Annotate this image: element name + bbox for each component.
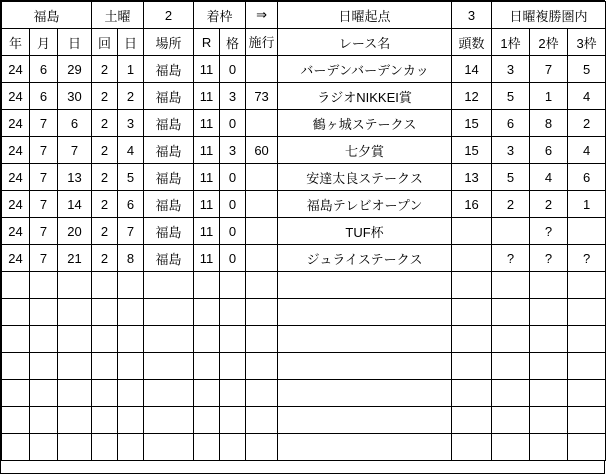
empty-cell[interactable] — [2, 434, 30, 461]
title-weekday: 土曜 — [92, 2, 144, 29]
table-row — [2, 56, 606, 83]
empty-cell[interactable] — [568, 353, 606, 380]
cell-day[interactable]: 7 — [58, 137, 92, 164]
cell-place[interactable]: 福島 — [144, 164, 194, 191]
cell-month[interactable]: 7 — [30, 137, 58, 164]
header-shikou-label: 施行 — [248, 34, 275, 50]
cell-day[interactable]: 6 — [58, 110, 92, 137]
title-arrival-frame: 着枠 — [194, 2, 246, 29]
cell-race-name[interactable]: 安達太良ステークス — [278, 164, 452, 191]
title-day-no: 2 — [144, 2, 194, 29]
cell-heads[interactable]: 13 — [452, 164, 492, 191]
empty-cell[interactable] — [492, 326, 530, 353]
empty-cell[interactable] — [30, 326, 58, 353]
empty-cell[interactable] — [30, 434, 58, 461]
header-round: 回 — [92, 29, 118, 56]
cell-month[interactable]: 7 — [30, 110, 58, 137]
cell-dayn[interactable]: 8 — [118, 245, 144, 272]
cell-shikou[interactable] — [246, 245, 278, 272]
empty-cell[interactable] — [452, 380, 492, 407]
cell-race-name[interactable]: 七夕賞 — [278, 137, 452, 164]
cell-shikou[interactable] — [246, 164, 278, 191]
race-table — [1, 1, 606, 461]
title-right: 日曜複勝圏内 — [492, 2, 606, 29]
empty-cell[interactable] — [58, 272, 92, 299]
empty-cell[interactable] — [118, 353, 144, 380]
cell-waku2[interactable]: 8 — [530, 110, 568, 137]
cell-heads[interactable] — [452, 245, 492, 272]
cell-month[interactable]: 7 — [30, 191, 58, 218]
cell-waku2[interactable]: 1 — [530, 83, 568, 110]
cell-shikou[interactable] — [246, 56, 278, 83]
cell-heads[interactable]: 14 — [452, 56, 492, 83]
empty-row — [2, 434, 606, 461]
empty-cell[interactable] — [58, 407, 92, 434]
empty-cell[interactable] — [92, 380, 118, 407]
empty-row — [2, 272, 606, 299]
empty-cell[interactable] — [118, 407, 144, 434]
cell-waku2[interactable]: 6 — [530, 137, 568, 164]
empty-cell[interactable] — [568, 299, 606, 326]
empty-cell[interactable] — [492, 353, 530, 380]
cell-round[interactable]: 2 — [92, 245, 118, 272]
cell-kaku[interactable]: 0 — [220, 110, 246, 137]
cell-heads[interactable]: 15 — [452, 110, 492, 137]
cell-race-name[interactable]: ラジオNIKKEI賞 — [278, 83, 452, 110]
empty-cell[interactable] — [452, 407, 492, 434]
cell-race-name[interactable]: 福島テレビオープン — [278, 191, 452, 218]
header-kaku: 格 — [220, 29, 246, 56]
cell-shikou[interactable] — [246, 110, 278, 137]
cell-race-name[interactable]: バーデンバーデンカッ — [278, 56, 452, 83]
empty-cell[interactable] — [118, 272, 144, 299]
cell-waku1[interactable]: 3 — [492, 56, 530, 83]
cell-waku1[interactable]: 5 — [492, 83, 530, 110]
empty-cell[interactable] — [2, 299, 30, 326]
cell-shikou[interactable] — [246, 218, 278, 245]
empty-row — [2, 353, 606, 380]
empty-cell[interactable] — [144, 434, 194, 461]
cell-r[interactable]: 11 — [194, 56, 220, 83]
empty-cell[interactable] — [2, 380, 30, 407]
cell-month[interactable]: 6 — [30, 56, 58, 83]
empty-cell[interactable] — [246, 353, 278, 380]
cell-place[interactable]: 福島 — [144, 245, 194, 272]
cell-shikou[interactable]: 73 — [246, 83, 278, 110]
cell-dayn[interactable]: 1 — [118, 56, 144, 83]
empty-cell[interactable] — [568, 326, 606, 353]
table-row — [2, 218, 606, 245]
cell-year[interactable]: 24 — [2, 164, 30, 191]
empty-cell[interactable] — [194, 380, 220, 407]
empty-cell[interactable] — [92, 407, 118, 434]
cell-day[interactable]: 30 — [58, 83, 92, 110]
empty-cell[interactable] — [144, 272, 194, 299]
empty-cell[interactable] — [452, 434, 492, 461]
cell-r[interactable]: 11 — [194, 110, 220, 137]
empty-cell[interactable] — [220, 272, 246, 299]
empty-cell[interactable] — [220, 407, 246, 434]
cell-round[interactable]: 2 — [92, 56, 118, 83]
empty-row — [2, 380, 606, 407]
empty-row — [2, 407, 606, 434]
cell-heads[interactable]: 12 — [452, 83, 492, 110]
empty-cell[interactable] — [2, 326, 30, 353]
cell-month[interactable]: 7 — [30, 164, 58, 191]
empty-cell[interactable] — [118, 326, 144, 353]
empty-cell[interactable] — [144, 353, 194, 380]
cell-r[interactable]: 11 — [194, 218, 220, 245]
empty-cell[interactable] — [278, 326, 452, 353]
empty-cell[interactable] — [194, 326, 220, 353]
empty-cell[interactable] — [30, 353, 58, 380]
header-day: 日 — [58, 29, 92, 56]
empty-cell[interactable] — [58, 434, 92, 461]
header-shikou — [246, 29, 278, 56]
empty-cell[interactable] — [58, 326, 92, 353]
cell-year[interactable]: 24 — [2, 110, 30, 137]
empty-cell[interactable] — [246, 380, 278, 407]
cell-r[interactable]: 11 — [194, 191, 220, 218]
title-origin-no: 3 — [452, 2, 492, 29]
cell-waku2[interactable]: 7 — [530, 56, 568, 83]
title-arrow: ⇒ — [246, 2, 278, 29]
header-waku1: 1枠 — [492, 29, 530, 56]
cell-waku1[interactable]: 6 — [492, 110, 530, 137]
empty-cell[interactable] — [194, 272, 220, 299]
empty-cell[interactable] — [92, 299, 118, 326]
cell-year[interactable]: 24 — [2, 137, 30, 164]
empty-cell[interactable] — [30, 299, 58, 326]
title-origin: 日曜起点 — [278, 2, 452, 29]
empty-cell[interactable] — [452, 272, 492, 299]
empty-cell[interactable] — [246, 434, 278, 461]
cell-kaku[interactable]: 3 — [220, 137, 246, 164]
header-place: 場所 — [144, 29, 194, 56]
empty-cell[interactable] — [530, 326, 568, 353]
empty-cell[interactable] — [92, 353, 118, 380]
cell-r[interactable]: 11 — [194, 245, 220, 272]
cell-waku1[interactable]: ? — [492, 245, 530, 272]
empty-cell[interactable] — [30, 407, 58, 434]
table-row — [2, 110, 606, 137]
cell-heads[interactable]: 15 — [452, 137, 492, 164]
cell-place[interactable]: 福島 — [144, 137, 194, 164]
cell-place[interactable]: 福島 — [144, 56, 194, 83]
empty-cell[interactable] — [246, 272, 278, 299]
empty-cell[interactable] — [2, 407, 30, 434]
empty-cell[interactable] — [194, 434, 220, 461]
cell-round[interactable]: 2 — [92, 218, 118, 245]
cell-waku3[interactable]: 2 — [568, 110, 606, 137]
cell-kaku[interactable]: 0 — [220, 56, 246, 83]
cell-waku3[interactable] — [568, 218, 606, 245]
title-row — [2, 2, 606, 29]
cell-place[interactable]: 福島 — [144, 218, 194, 245]
cell-waku3[interactable]: 5 — [568, 56, 606, 83]
cell-shikou[interactable]: 60 — [246, 137, 278, 164]
empty-cell[interactable] — [452, 353, 492, 380]
empty-cell[interactable] — [530, 299, 568, 326]
empty-cell[interactable] — [568, 380, 606, 407]
empty-cell[interactable] — [278, 380, 452, 407]
empty-cell[interactable] — [246, 299, 278, 326]
empty-cell[interactable] — [246, 326, 278, 353]
table-row — [2, 245, 606, 272]
cell-day[interactable]: 21 — [58, 245, 92, 272]
cell-day[interactable]: 29 — [58, 56, 92, 83]
empty-cell[interactable] — [568, 272, 606, 299]
cell-waku2[interactable]: 2 — [530, 191, 568, 218]
header-r: R — [194, 29, 220, 56]
title-track: 福島 — [2, 2, 92, 29]
empty-cell[interactable] — [92, 434, 118, 461]
cell-waku3[interactable]: ? — [568, 245, 606, 272]
empty-cell[interactable] — [118, 380, 144, 407]
cell-heads[interactable]: 16 — [452, 191, 492, 218]
cell-round[interactable]: 2 — [92, 110, 118, 137]
cell-year[interactable]: 24 — [2, 56, 30, 83]
cell-place[interactable]: 福島 — [144, 110, 194, 137]
header-waku3: 3枠 — [568, 29, 606, 56]
cell-kaku[interactable]: 0 — [220, 218, 246, 245]
cell-place[interactable]: 福島 — [144, 83, 194, 110]
header-month: 月 — [30, 29, 58, 56]
empty-cell[interactable] — [530, 434, 568, 461]
table-row — [2, 191, 606, 218]
empty-cell[interactable] — [58, 299, 92, 326]
cell-kaku[interactable]: 0 — [220, 191, 246, 218]
cell-dayn[interactable]: 4 — [118, 137, 144, 164]
header-race-name: レース名 — [278, 29, 452, 56]
cell-race-name[interactable]: ジュライステークス — [278, 245, 452, 272]
empty-cell[interactable] — [278, 272, 452, 299]
cell-year[interactable]: 24 — [2, 218, 30, 245]
cell-waku3[interactable]: 6 — [568, 164, 606, 191]
cell-dayn[interactable]: 7 — [118, 218, 144, 245]
empty-cell[interactable] — [492, 407, 530, 434]
cell-race-name[interactable]: TUF杯 — [278, 218, 452, 245]
cell-shikou[interactable] — [246, 191, 278, 218]
empty-cell[interactable] — [492, 299, 530, 326]
empty-cell[interactable] — [220, 434, 246, 461]
cell-waku1[interactable]: 3 — [492, 137, 530, 164]
cell-month[interactable]: 7 — [30, 245, 58, 272]
empty-cell[interactable] — [530, 380, 568, 407]
empty-cell[interactable] — [194, 353, 220, 380]
empty-cell[interactable] — [220, 380, 246, 407]
empty-cell[interactable] — [118, 299, 144, 326]
empty-cell[interactable] — [2, 272, 30, 299]
empty-cell[interactable] — [2, 353, 30, 380]
cell-round[interactable]: 2 — [92, 164, 118, 191]
empty-cell[interactable] — [58, 380, 92, 407]
cell-waku1[interactable] — [492, 218, 530, 245]
cell-year[interactable]: 24 — [2, 83, 30, 110]
cell-waku1[interactable]: 5 — [492, 164, 530, 191]
cell-dayn[interactable]: 6 — [118, 191, 144, 218]
table-body — [2, 56, 606, 461]
cell-dayn[interactable]: 5 — [118, 164, 144, 191]
cell-waku2[interactable]: 4 — [530, 164, 568, 191]
empty-cell[interactable] — [30, 272, 58, 299]
empty-cell[interactable] — [492, 272, 530, 299]
empty-cell[interactable] — [568, 407, 606, 434]
empty-cell[interactable] — [92, 272, 118, 299]
cell-waku2[interactable]: ? — [530, 245, 568, 272]
empty-cell[interactable] — [278, 434, 452, 461]
header-waku2: 2枠 — [530, 29, 568, 56]
empty-row — [2, 326, 606, 353]
cell-round[interactable]: 2 — [92, 83, 118, 110]
empty-row — [2, 299, 606, 326]
cell-dayn[interactable]: 3 — [118, 110, 144, 137]
cell-kaku[interactable]: 3 — [220, 83, 246, 110]
table-row — [2, 83, 606, 110]
cell-r[interactable]: 11 — [194, 164, 220, 191]
cell-year[interactable]: 24 — [2, 245, 30, 272]
empty-cell[interactable] — [144, 407, 194, 434]
cell-r[interactable]: 11 — [194, 83, 220, 110]
header-year: 年 — [2, 29, 30, 56]
empty-cell[interactable] — [144, 299, 194, 326]
empty-cell[interactable] — [220, 299, 246, 326]
cell-waku3[interactable]: 1 — [568, 191, 606, 218]
cell-kaku[interactable]: 0 — [220, 164, 246, 191]
cell-heads[interactable] — [452, 218, 492, 245]
empty-cell[interactable] — [530, 272, 568, 299]
empty-cell[interactable] — [452, 326, 492, 353]
empty-cell[interactable] — [278, 407, 452, 434]
cell-round[interactable]: 2 — [92, 191, 118, 218]
cell-dayn[interactable]: 2 — [118, 83, 144, 110]
empty-cell[interactable] — [246, 407, 278, 434]
cell-waku3[interactable]: 4 — [568, 83, 606, 110]
header-dayn: 日 — [118, 29, 144, 56]
cell-r[interactable]: 11 — [194, 137, 220, 164]
empty-cell[interactable] — [492, 380, 530, 407]
table-row — [2, 137, 606, 164]
cell-day[interactable]: 14 — [58, 191, 92, 218]
cell-round[interactable]: 2 — [92, 137, 118, 164]
empty-cell[interactable] — [58, 353, 92, 380]
cell-race-name[interactable]: 鶴ヶ城ステークス — [278, 110, 452, 137]
empty-cell[interactable] — [530, 407, 568, 434]
empty-cell[interactable] — [492, 434, 530, 461]
empty-cell[interactable] — [220, 353, 246, 380]
cell-month[interactable]: 7 — [30, 218, 58, 245]
empty-cell[interactable] — [144, 380, 194, 407]
table-row — [2, 164, 606, 191]
empty-cell[interactable] — [144, 326, 194, 353]
empty-cell[interactable] — [278, 353, 452, 380]
empty-cell[interactable] — [568, 434, 606, 461]
empty-cell[interactable] — [220, 326, 246, 353]
empty-cell[interactable] — [278, 299, 452, 326]
cell-year[interactable]: 24 — [2, 191, 30, 218]
empty-cell[interactable] — [194, 299, 220, 326]
empty-cell[interactable] — [118, 434, 144, 461]
cell-waku1[interactable]: 2 — [492, 191, 530, 218]
cell-place[interactable]: 福島 — [144, 191, 194, 218]
empty-cell[interactable] — [530, 353, 568, 380]
header-heads: 頭数 — [452, 29, 492, 56]
empty-cell[interactable] — [452, 299, 492, 326]
cell-day[interactable]: 13 — [58, 164, 92, 191]
cell-waku2[interactable]: ? — [530, 218, 568, 245]
empty-cell[interactable] — [92, 326, 118, 353]
cell-day[interactable]: 20 — [58, 218, 92, 245]
empty-cell[interactable] — [194, 407, 220, 434]
header-row — [2, 29, 606, 56]
empty-cell[interactable] — [30, 380, 58, 407]
cell-kaku[interactable]: 0 — [220, 245, 246, 272]
cell-waku3[interactable]: 4 — [568, 137, 606, 164]
cell-month[interactable]: 6 — [30, 83, 58, 110]
